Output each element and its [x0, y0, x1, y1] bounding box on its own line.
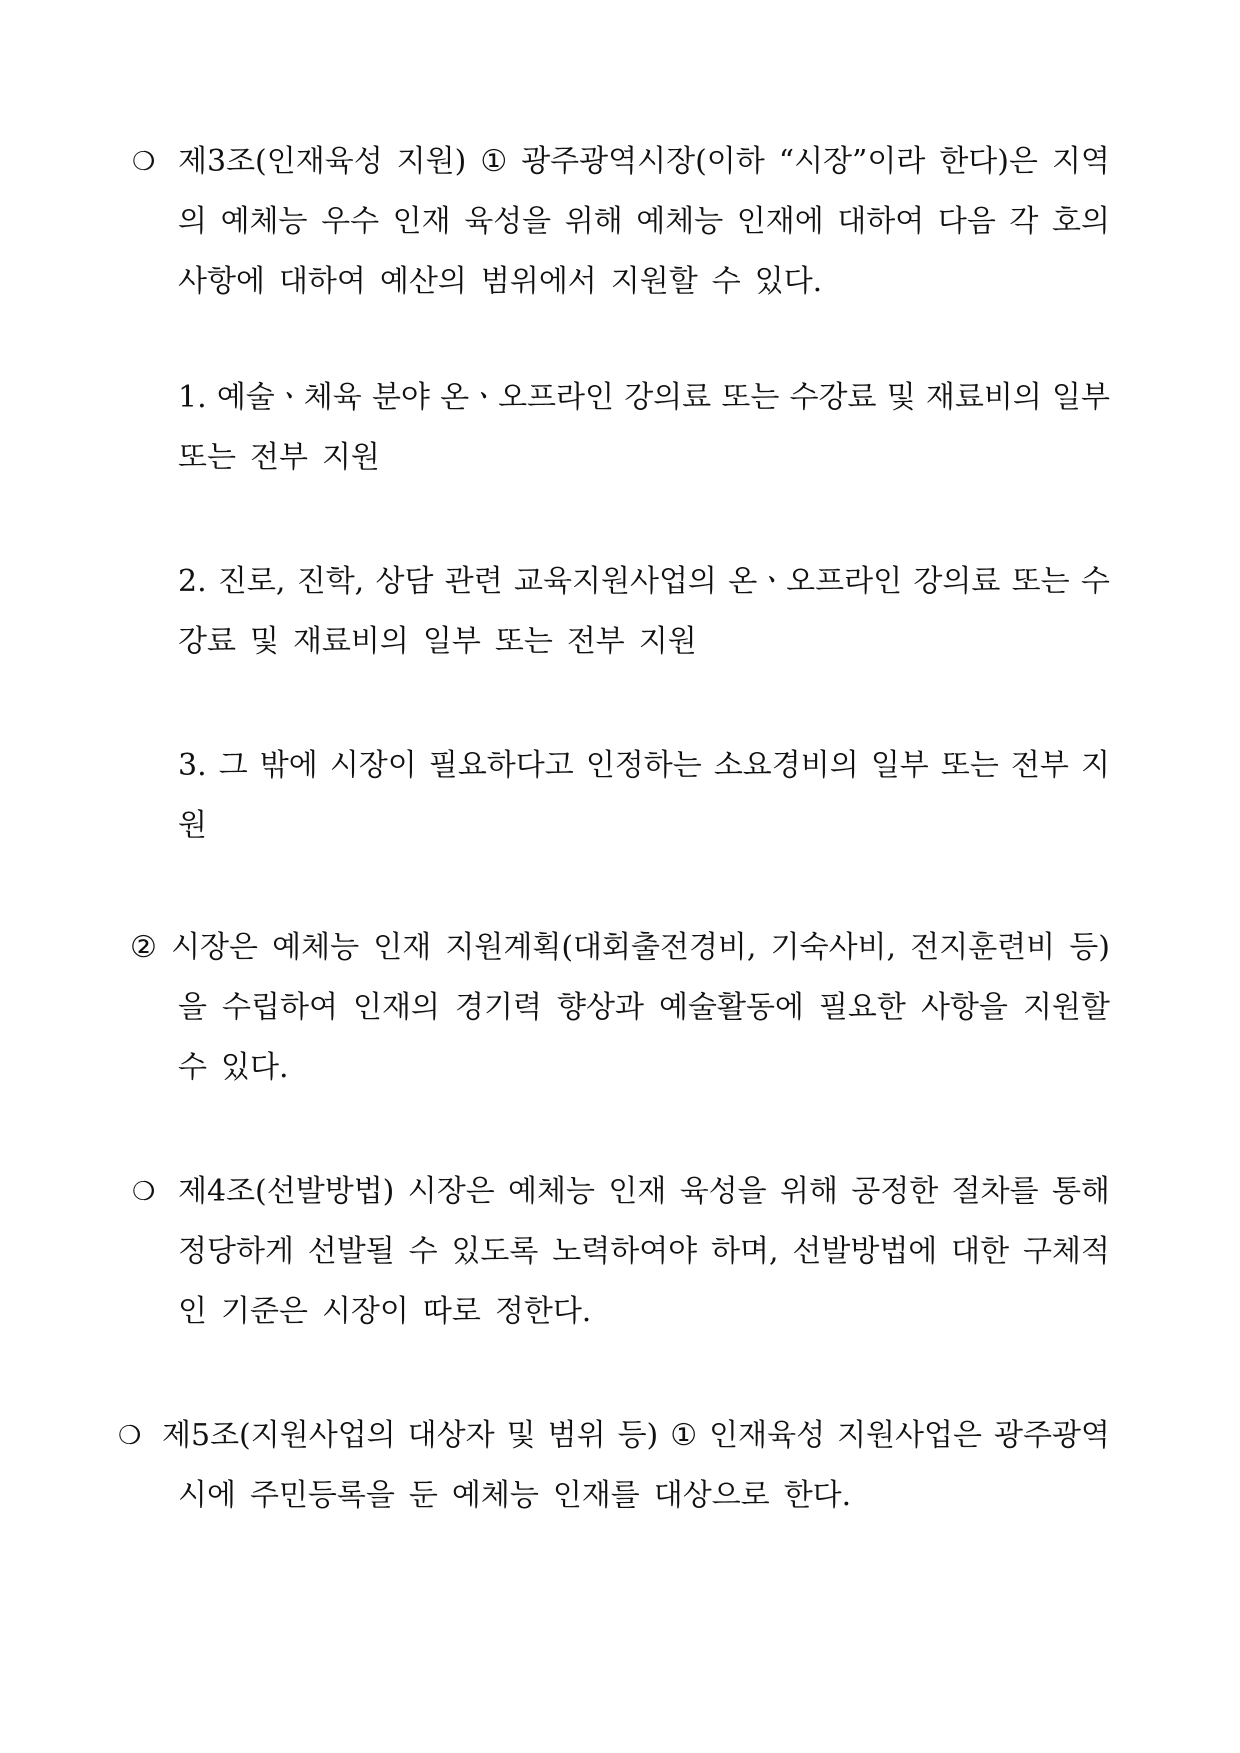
text-word: 지원	[321, 440, 380, 475]
text-word: 예술활동에	[659, 990, 804, 1025]
item3-line1	[178, 738, 1110, 794]
text-word: 예체능	[636, 204, 724, 239]
text-word: 지원할	[610, 264, 698, 299]
text-word: 진학,	[296, 564, 365, 599]
text-word: 예체능	[508, 1174, 595, 1209]
text-word: 정한다.	[494, 1294, 592, 1329]
text-word: 필요한	[818, 990, 906, 1025]
text-word: 강의료	[624, 380, 712, 415]
text-word: 등)	[1069, 930, 1110, 965]
text-word: 인재	[608, 1174, 667, 1209]
text-word: 범위	[547, 1418, 606, 1453]
text-word: 3.	[178, 748, 207, 783]
text-word: 호의	[1051, 204, 1110, 239]
text-word: 지역	[1051, 144, 1110, 179]
text-word: 우수	[321, 204, 380, 239]
text-word: 예체능	[451, 1478, 539, 1513]
text-word: 시장이	[321, 1294, 409, 1329]
text-word: 또는	[721, 380, 780, 415]
bullet-circle-icon: ❍	[118, 1421, 142, 1451]
paragraph2-line1	[130, 920, 1110, 976]
text-word: 사항을	[920, 990, 1008, 1025]
text-word: 인재육성	[709, 1418, 826, 1453]
text-word: 지원할	[1022, 990, 1110, 1025]
text-word: 대상으로	[653, 1478, 770, 1513]
text-word: 주민등록을	[249, 1478, 395, 1513]
text-word: 예술ㆍ체육	[216, 380, 362, 415]
text-word: 인재	[373, 930, 432, 965]
text-word: 정당하게	[178, 1234, 294, 1269]
text-word: 기숙사비,	[770, 930, 897, 965]
text-word: 있도록	[451, 1234, 539, 1269]
text-word: 선발될	[307, 1234, 395, 1269]
text-word: 선발방법에	[792, 1234, 938, 1269]
text-word: 온ㆍ오프라인	[440, 380, 614, 415]
text-word: 둔	[408, 1478, 438, 1513]
text-word: 인재를	[552, 1478, 640, 1513]
text-word: 지원)	[396, 144, 467, 179]
text-word: 광주광역	[993, 1418, 1110, 1453]
text-word: 다음	[937, 204, 996, 239]
text-word: 또는	[178, 440, 236, 475]
text-word: 육성을	[679, 1174, 767, 1209]
text-word: ①	[670, 1418, 698, 1453]
text-word: 인재의	[353, 990, 440, 1025]
article5-line2	[178, 1468, 1110, 1524]
text-word: 의	[178, 204, 207, 239]
text-word: 위해	[780, 1174, 838, 1209]
text-word: ②	[130, 930, 157, 965]
item2-line1	[178, 554, 1110, 610]
text-word: 인	[178, 1294, 207, 1329]
text-word: 따로	[422, 1294, 481, 1329]
text-word: 한다.	[783, 1478, 852, 1513]
text-word: 위해	[564, 204, 623, 239]
text-word: 대한	[951, 1234, 1010, 1269]
text-word: 대하여	[837, 204, 925, 239]
text-word: 재료비의	[925, 380, 1042, 415]
text-word: 지	[1080, 748, 1110, 783]
text-word: 노력하여야	[552, 1234, 698, 1269]
text-word: 및	[886, 380, 916, 415]
text-word: 분야	[371, 380, 430, 415]
text-word: 1.	[178, 380, 207, 415]
paragraph2-line2	[178, 980, 1110, 1036]
text-word: 또는	[1011, 564, 1070, 599]
text-word: 절차를	[951, 1174, 1039, 1209]
text-word: 범위에서	[480, 264, 597, 299]
article3-line1	[178, 134, 1110, 190]
text-word: 수	[1080, 564, 1110, 599]
text-word: 있다.	[220, 1050, 289, 1085]
text-word: 수	[711, 264, 741, 299]
article4-line2	[178, 1224, 1110, 1280]
article5-line1	[162, 1408, 1110, 1464]
text-word: 제3조(인재육성	[178, 144, 383, 179]
article4-line3	[178, 1284, 1110, 1340]
text-word: 전부	[249, 440, 308, 475]
text-word: 인정하는	[585, 748, 702, 783]
paragraph2-line3	[178, 1040, 1110, 1096]
text-word: 수립하여	[222, 990, 338, 1025]
text-word: 구체적	[1022, 1234, 1110, 1269]
text-word: 인재에	[736, 204, 824, 239]
text-word: 지원계획(대회출전경비,	[445, 930, 757, 965]
text-word: 예산의	[379, 264, 467, 299]
text-word: 대상자	[407, 1418, 495, 1453]
text-word: “시장”이라	[778, 144, 926, 179]
text-word: 일부	[422, 624, 481, 659]
text-word: 전지훈련비	[910, 930, 1056, 965]
text-word: 시장이	[329, 748, 417, 783]
article3-line3	[178, 254, 1110, 310]
text-word: 육성을	[464, 204, 552, 239]
text-word: 진로,	[217, 564, 286, 599]
text-word: 제4조(선발방법)	[178, 1174, 395, 1209]
item1-line2	[178, 430, 1110, 486]
text-word: 또는	[494, 624, 553, 659]
text-word: 있다.	[754, 264, 823, 299]
text-word: 통해	[1051, 1174, 1110, 1209]
text-word: 지원사업은	[837, 1418, 982, 1453]
text-word: 전부	[566, 624, 625, 659]
text-word: 을	[178, 990, 207, 1025]
text-word: 기준은	[220, 1294, 308, 1329]
text-word: 그	[218, 748, 248, 783]
text-word: 하며,	[711, 1234, 779, 1269]
text-word: 사항에	[178, 264, 265, 299]
text-word: 상담	[375, 564, 434, 599]
text-word: 각	[1009, 204, 1039, 239]
text-word: 또는	[940, 748, 999, 783]
text-word: 수	[178, 1050, 207, 1085]
article3-line2	[178, 194, 1110, 250]
text-word: ①	[480, 144, 508, 179]
text-word: 및	[506, 1418, 536, 1453]
text-word: 관련	[444, 564, 503, 599]
text-word: 온ㆍ오프라인	[728, 564, 903, 599]
text-word: 경기력	[455, 990, 542, 1025]
text-word: 예체능	[272, 930, 360, 965]
text-word: 강의료	[913, 564, 1001, 599]
text-word: 2.	[178, 564, 207, 599]
text-word: 인재	[392, 204, 451, 239]
text-word: 예체능	[220, 204, 308, 239]
text-word: 강료	[178, 624, 236, 659]
text-word: 및	[249, 624, 279, 659]
text-word: 공정한	[851, 1174, 939, 1209]
text-word: 향상과	[557, 990, 644, 1025]
text-word: 수강료	[789, 380, 877, 415]
text-word: 등)	[617, 1418, 659, 1453]
text-word: 원	[178, 808, 207, 843]
text-word: 소요경비의	[713, 748, 859, 783]
text-word: 한다)은	[939, 144, 1038, 179]
text-word: 수	[408, 1234, 438, 1269]
text-word: 재료비의	[292, 624, 409, 659]
text-word: 지원	[638, 624, 697, 659]
article4-line1	[178, 1164, 1110, 1220]
text-word: 시장은	[171, 930, 259, 965]
text-word: 대하여	[278, 264, 366, 299]
item1-line1	[178, 370, 1110, 426]
text-word: 광주광역시장(이하	[521, 144, 765, 179]
bullet-circle-icon: ❍	[132, 147, 156, 177]
bullet-circle-icon: ❍	[132, 1177, 156, 1207]
text-word: 밖에	[259, 748, 318, 783]
item3-line2	[178, 798, 1110, 854]
text-word: 일부	[870, 748, 929, 783]
text-word: 일부	[1052, 380, 1110, 415]
text-word: 전부	[1010, 748, 1069, 783]
text-word: 시에	[178, 1478, 236, 1513]
text-word: 필요하다고	[428, 748, 574, 783]
text-word: 교육지원사업의	[514, 564, 717, 599]
item2-line2	[178, 614, 1110, 670]
text-word: 제5조(지원사업의	[162, 1418, 396, 1453]
text-word: 시장은	[407, 1174, 495, 1209]
